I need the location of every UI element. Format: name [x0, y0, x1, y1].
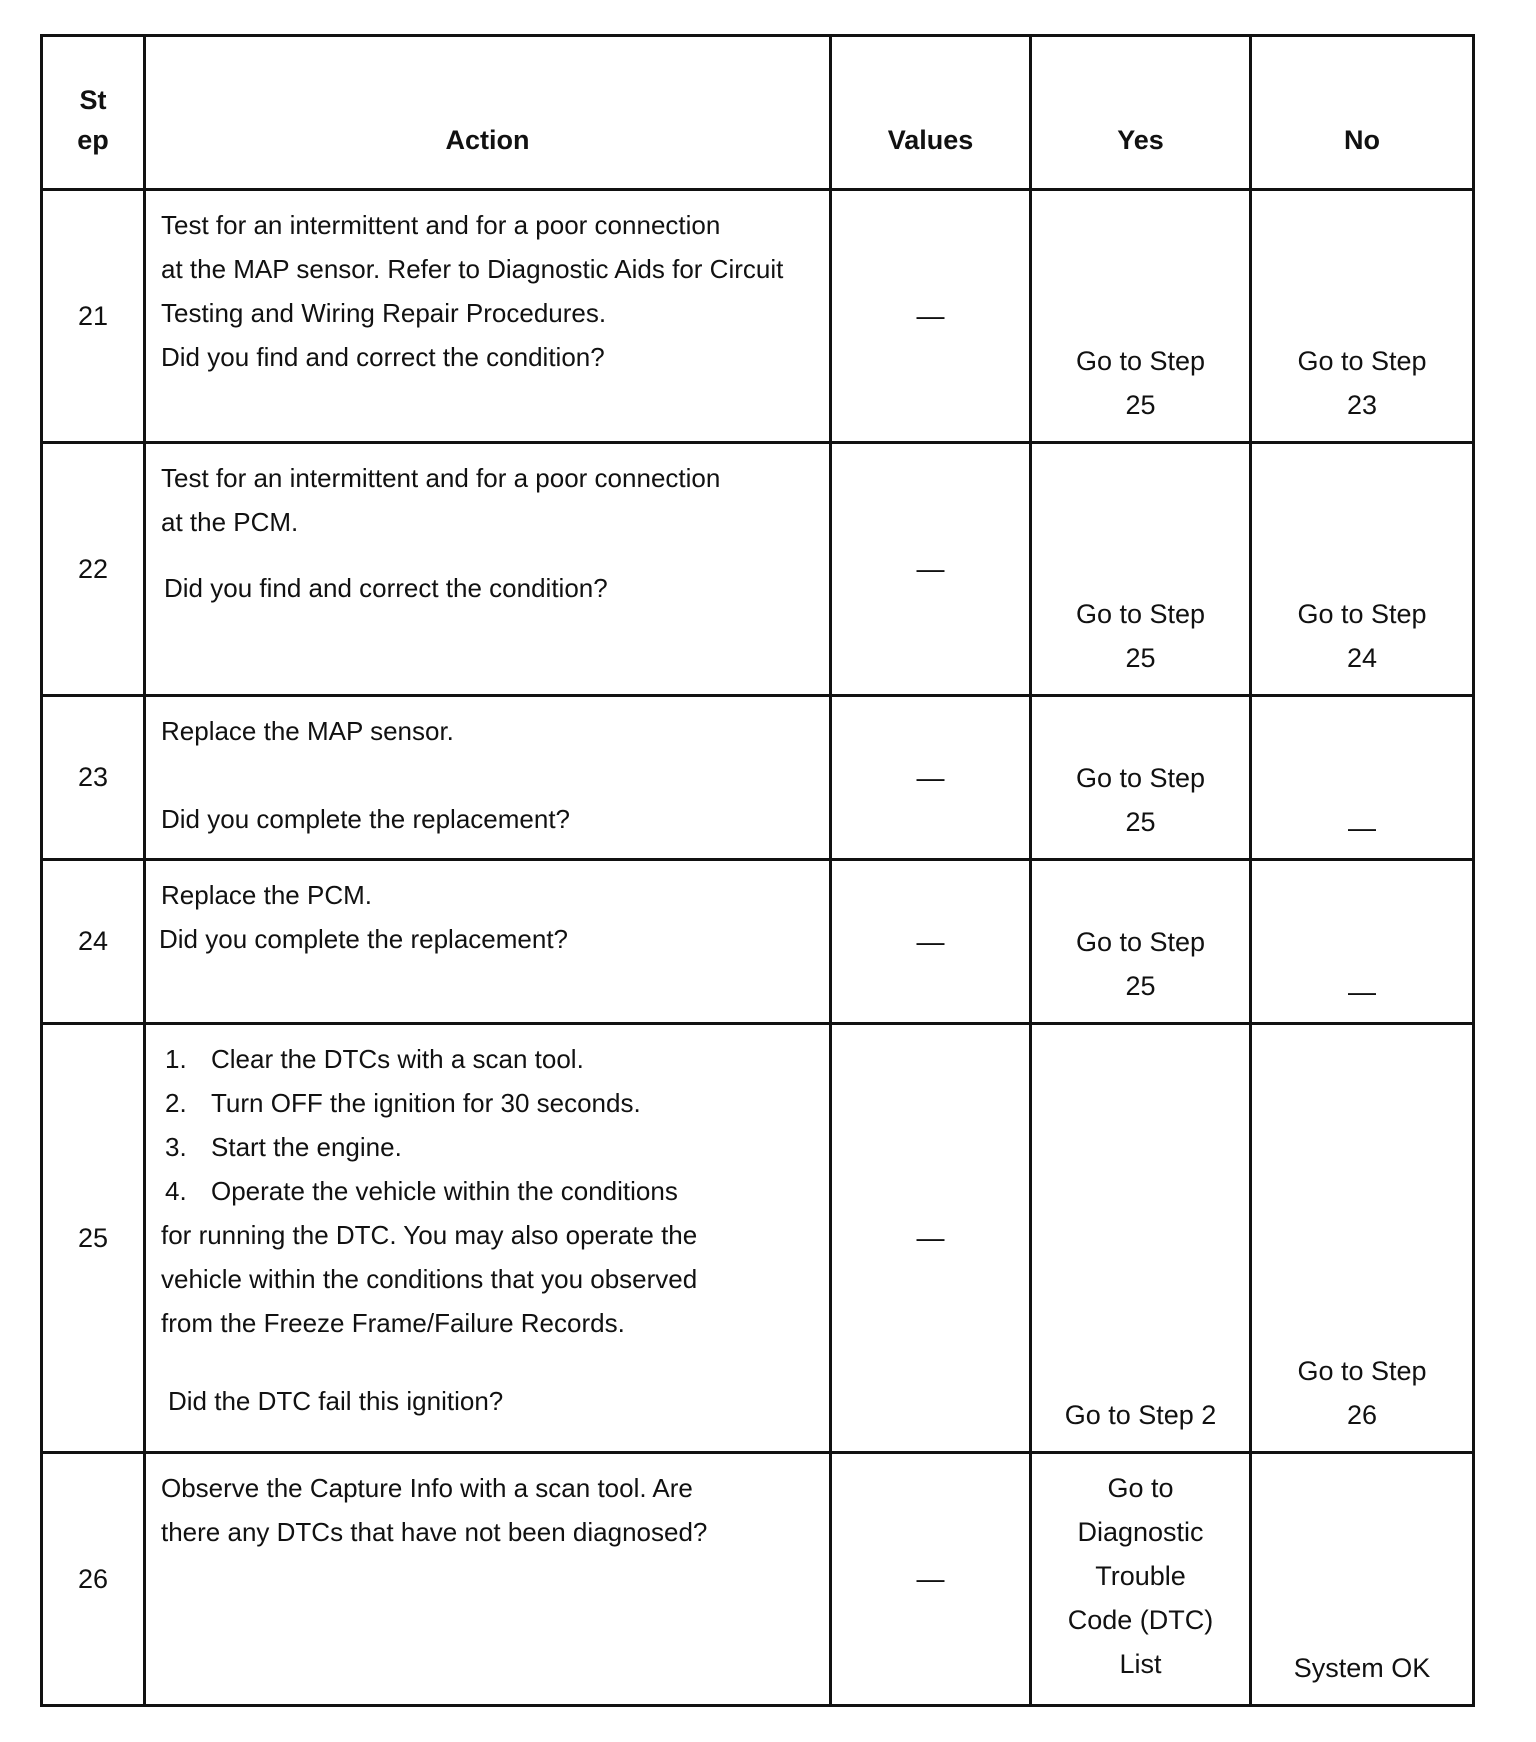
- action-question: Did you complete the replacement?: [161, 804, 571, 834]
- yes-cell: [1031, 190, 1251, 443]
- step-number: 25: [42, 1024, 145, 1453]
- diagnostic-table: [40, 34, 1475, 1707]
- values-cell: —: [831, 190, 1031, 443]
- no-line: Go to Step: [1297, 599, 1427, 629]
- action-question: Did you find and correct the condition?: [164, 573, 608, 603]
- yes-step: 25: [1125, 971, 1156, 1001]
- step-number: 21: [42, 190, 145, 443]
- action-question: Did the DTC fail this ignition?: [168, 1386, 504, 1416]
- header-yes: Yes: [1031, 36, 1251, 190]
- no-cell: [1251, 190, 1474, 443]
- step-number: 26: [42, 1453, 145, 1706]
- yes-step: 25: [1125, 807, 1156, 837]
- yes-line: Go to: [1107, 1473, 1174, 1503]
- table-row: [42, 1024, 1474, 1453]
- yes-line: Go to Step 2: [1064, 1400, 1217, 1430]
- no-step: 26: [1346, 1400, 1378, 1430]
- action-cell: [145, 190, 831, 443]
- action-line: at the MAP sensor. Refer to Diagnostic Aids for Circuit: [161, 254, 784, 284]
- yes-step: 25: [1125, 643, 1156, 673]
- no-line: System OK: [1293, 1653, 1431, 1683]
- yes-cell: [1031, 443, 1251, 696]
- yes-line: Code (DTC): [1067, 1605, 1214, 1635]
- step-number: 24: [42, 860, 145, 1024]
- list-item: 3. Start the engine.: [165, 1132, 402, 1162]
- action-cell: [145, 1024, 831, 1453]
- no-cell: [1251, 1453, 1474, 1706]
- action-line: there any DTCs that have not been diagnosed?: [161, 1517, 708, 1547]
- list-item: 4. Operate the vehicle within the conditions: [165, 1176, 678, 1206]
- no-step: 23: [1346, 390, 1378, 420]
- table-row: [42, 860, 1474, 1024]
- no-cell: —: [1251, 860, 1474, 1024]
- list-item: 1. Clear the DTCs with a scan tool.: [165, 1044, 584, 1074]
- action-question: Did you find and correct the condition?: [161, 342, 605, 372]
- yes-line: Diagnostic: [1077, 1517, 1204, 1547]
- header-row: [42, 36, 1474, 190]
- step-number: 22: [42, 443, 145, 696]
- action-cell: [145, 860, 831, 1024]
- action-cell: [145, 696, 831, 860]
- no-cell: [1251, 443, 1474, 696]
- action-cell: [145, 443, 831, 696]
- yes-cell: [1031, 860, 1251, 1024]
- action-line: vehicle within the conditions that you observed: [161, 1264, 698, 1294]
- step-number: 23: [42, 696, 145, 860]
- action-line: Test for an intermittent and for a poor connection: [161, 463, 721, 493]
- header-no: No: [1251, 36, 1474, 190]
- header-action: Action: [145, 36, 831, 190]
- no-step: 24: [1346, 643, 1378, 673]
- values-cell: —: [831, 696, 1031, 860]
- action-line: Replace the PCM.: [161, 880, 372, 910]
- no-line: Go to Step: [1297, 1356, 1427, 1386]
- yes-line: Go to Step: [1075, 763, 1206, 793]
- no-line: Go to Step: [1297, 346, 1427, 376]
- yes-line: Go to Step: [1075, 927, 1206, 957]
- values-cell: —: [831, 1024, 1031, 1453]
- table-row: [42, 443, 1474, 696]
- action-line: Observe the Capture Info with a scan tool. Are: [161, 1473, 693, 1503]
- no-cell: [1251, 1024, 1474, 1453]
- action-line: Test for an intermittent and for a poor connection: [161, 210, 721, 240]
- values-cell: —: [831, 1453, 1031, 1706]
- table-row: [42, 1453, 1474, 1706]
- yes-cell: [1031, 696, 1251, 860]
- yes-cell: [1031, 1453, 1251, 1706]
- action-line: for running the DTC. You may also operate the: [161, 1220, 698, 1250]
- yes-line: Go to Step: [1075, 599, 1206, 629]
- action-cell: [145, 1453, 831, 1706]
- table-row: [42, 190, 1474, 443]
- action-question: Did you complete the replacement?: [159, 924, 569, 954]
- action-line: from the Freeze Frame/Failure Records.: [161, 1308, 625, 1338]
- action-line: at the PCM.: [161, 507, 299, 537]
- table-row: [42, 696, 1474, 860]
- yes-line: Trouble: [1095, 1561, 1186, 1591]
- header-values: Values: [831, 36, 1031, 190]
- yes-cell: [1031, 1024, 1251, 1453]
- yes-step: 25: [1125, 390, 1156, 420]
- yes-line: List: [1119, 1649, 1162, 1679]
- values-cell: —: [831, 443, 1031, 696]
- action-line: Testing and Wiring Repair Procedures.: [161, 298, 607, 328]
- yes-line: Go to Step: [1075, 346, 1206, 376]
- header-step: St ep: [42, 36, 145, 190]
- action-line: Replace the MAP sensor.: [161, 716, 454, 746]
- no-cell: —: [1251, 696, 1474, 860]
- list-item: 2. Turn OFF the ignition for 30 seconds.: [165, 1088, 641, 1118]
- values-cell: —: [831, 860, 1031, 1024]
